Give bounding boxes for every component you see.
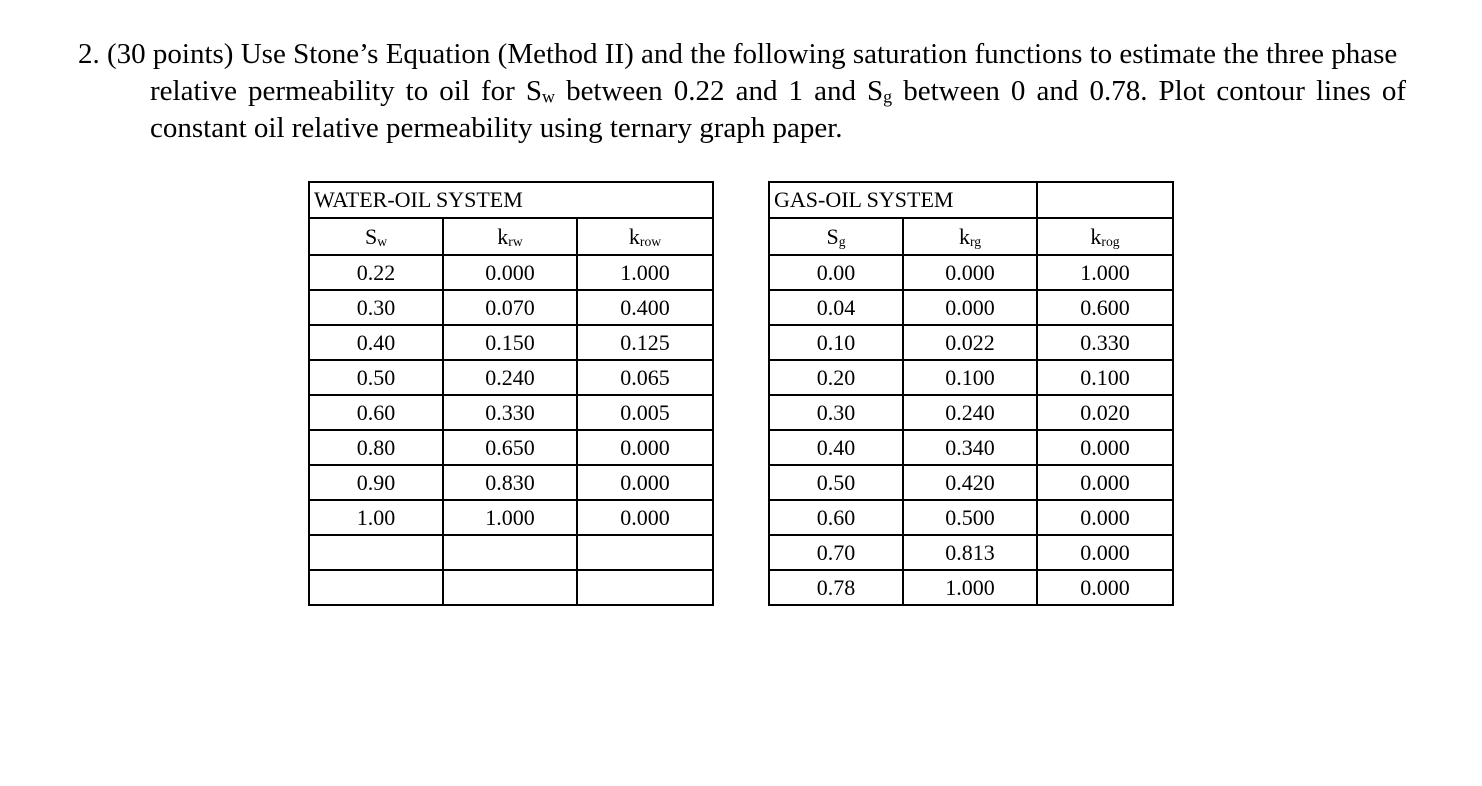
cell bbox=[309, 535, 443, 570]
cell bbox=[577, 570, 713, 605]
cell bbox=[443, 535, 577, 570]
problem-line-3: constant oil relative permeability using ternary graph paper. bbox=[150, 112, 843, 144]
cell: 1.000 bbox=[443, 500, 577, 535]
header-krog: $k_{rog}$ bbox=[1037, 218, 1173, 255]
problem-line-1 bbox=[78, 36, 1406, 73]
header-krw: $k_{rw}$ bbox=[443, 218, 577, 255]
problem-line-2: relative permeability to oil for $S_w$ between 0.22 and 1 and $S_g$ between 0 and 0.78. Plot contour lines of bbox=[150, 75, 1406, 107]
cell: 0.10 bbox=[769, 325, 903, 360]
problem-intro: Use Stone’s bbox=[240, 38, 379, 70]
cell: 0.070 bbox=[443, 290, 577, 325]
table-row bbox=[769, 255, 1173, 290]
gas-oil-table bbox=[768, 181, 1174, 606]
cell: 0.22 bbox=[309, 255, 443, 290]
cell: 0.000 bbox=[443, 255, 577, 290]
header-krg: $k_{rg}$ bbox=[903, 218, 1037, 255]
cell: 0.240 bbox=[443, 360, 577, 395]
gas-oil-title-empty-cell bbox=[1037, 182, 1173, 218]
cell: 0.000 bbox=[1037, 570, 1173, 605]
cell: 0.000 bbox=[1037, 535, 1173, 570]
header-sg: $S_g$ bbox=[769, 218, 903, 255]
cell: 0.40 bbox=[309, 325, 443, 360]
cell: 0.330 bbox=[443, 395, 577, 430]
problem-line-1-text: Equation (Method II) and the following saturation functions to estimate the three phase bbox=[385, 38, 1398, 70]
cell: 0.50 bbox=[309, 360, 443, 395]
header-krow: $k_{row}$ bbox=[577, 218, 713, 255]
cell: 0.400 bbox=[577, 290, 713, 325]
table-row bbox=[769, 465, 1173, 500]
cell: 0.000 bbox=[1037, 465, 1173, 500]
cell: 0.022 bbox=[903, 325, 1037, 360]
table-row bbox=[769, 535, 1173, 570]
cell: 0.340 bbox=[903, 430, 1037, 465]
table-row bbox=[309, 570, 713, 605]
cell: 1.000 bbox=[577, 255, 713, 290]
cell: 0.420 bbox=[903, 465, 1037, 500]
water-oil-table bbox=[308, 181, 714, 606]
cell: 0.000 bbox=[577, 430, 713, 465]
header-sw: $S_w$ bbox=[309, 218, 443, 255]
cell: 0.813 bbox=[903, 535, 1037, 570]
cell: 0.000 bbox=[903, 290, 1037, 325]
table-row bbox=[309, 465, 713, 500]
cell: 0.04 bbox=[769, 290, 903, 325]
problem-points: (30 points) bbox=[107, 38, 234, 70]
table-row bbox=[309, 535, 713, 570]
table-row bbox=[769, 570, 1173, 605]
table-row bbox=[309, 500, 713, 535]
cell: 0.100 bbox=[903, 360, 1037, 395]
cell: 0.80 bbox=[309, 430, 443, 465]
cell: 0.40 bbox=[769, 430, 903, 465]
water-oil-title: WATER-OIL SYSTEM bbox=[309, 182, 713, 218]
table-row bbox=[769, 395, 1173, 430]
table-row bbox=[309, 325, 713, 360]
cell: 0.50 bbox=[769, 465, 903, 500]
cell: 0.000 bbox=[1037, 500, 1173, 535]
cell: 0.000 bbox=[903, 255, 1037, 290]
cell: 1.000 bbox=[1037, 255, 1173, 290]
table-row bbox=[309, 430, 713, 465]
cell bbox=[443, 570, 577, 605]
cell: 0.500 bbox=[903, 500, 1037, 535]
table-row bbox=[309, 290, 713, 325]
table-row bbox=[309, 395, 713, 430]
cell: 0.30 bbox=[309, 290, 443, 325]
cell: 0.78 bbox=[769, 570, 903, 605]
cell: 0.240 bbox=[903, 395, 1037, 430]
cell: 0.60 bbox=[309, 395, 443, 430]
cell: 1.000 bbox=[903, 570, 1037, 605]
cell: 0.020 bbox=[1037, 395, 1173, 430]
cell: 0.600 bbox=[1037, 290, 1173, 325]
cell: 0.30 bbox=[769, 395, 903, 430]
cell: 0.20 bbox=[769, 360, 903, 395]
problem-statement bbox=[78, 36, 1406, 147]
cell: 0.150 bbox=[443, 325, 577, 360]
gas-oil-title: GAS-OIL SYSTEM bbox=[769, 182, 1037, 218]
problem-number: 2. bbox=[78, 38, 100, 70]
table-row bbox=[769, 500, 1173, 535]
cell: 0.125 bbox=[577, 325, 713, 360]
cell bbox=[577, 535, 713, 570]
cell: 0.90 bbox=[309, 465, 443, 500]
cell: 0.100 bbox=[1037, 360, 1173, 395]
cell: 0.000 bbox=[577, 500, 713, 535]
table-row bbox=[309, 360, 713, 395]
cell bbox=[309, 570, 443, 605]
cell: 0.830 bbox=[443, 465, 577, 500]
cell: 0.000 bbox=[1037, 430, 1173, 465]
cell: 0.00 bbox=[769, 255, 903, 290]
table-row bbox=[769, 325, 1173, 360]
cell: 0.650 bbox=[443, 430, 577, 465]
cell: 0.70 bbox=[769, 535, 903, 570]
cell: 0.005 bbox=[577, 395, 713, 430]
table-row bbox=[769, 360, 1173, 395]
cell: 0.330 bbox=[1037, 325, 1173, 360]
cell: 0.60 bbox=[769, 500, 903, 535]
table-row bbox=[309, 255, 713, 290]
table-row bbox=[769, 290, 1173, 325]
cell: 1.00 bbox=[309, 500, 443, 535]
cell: 0.065 bbox=[577, 360, 713, 395]
cell: 0.000 bbox=[577, 465, 713, 500]
table-row bbox=[769, 430, 1173, 465]
